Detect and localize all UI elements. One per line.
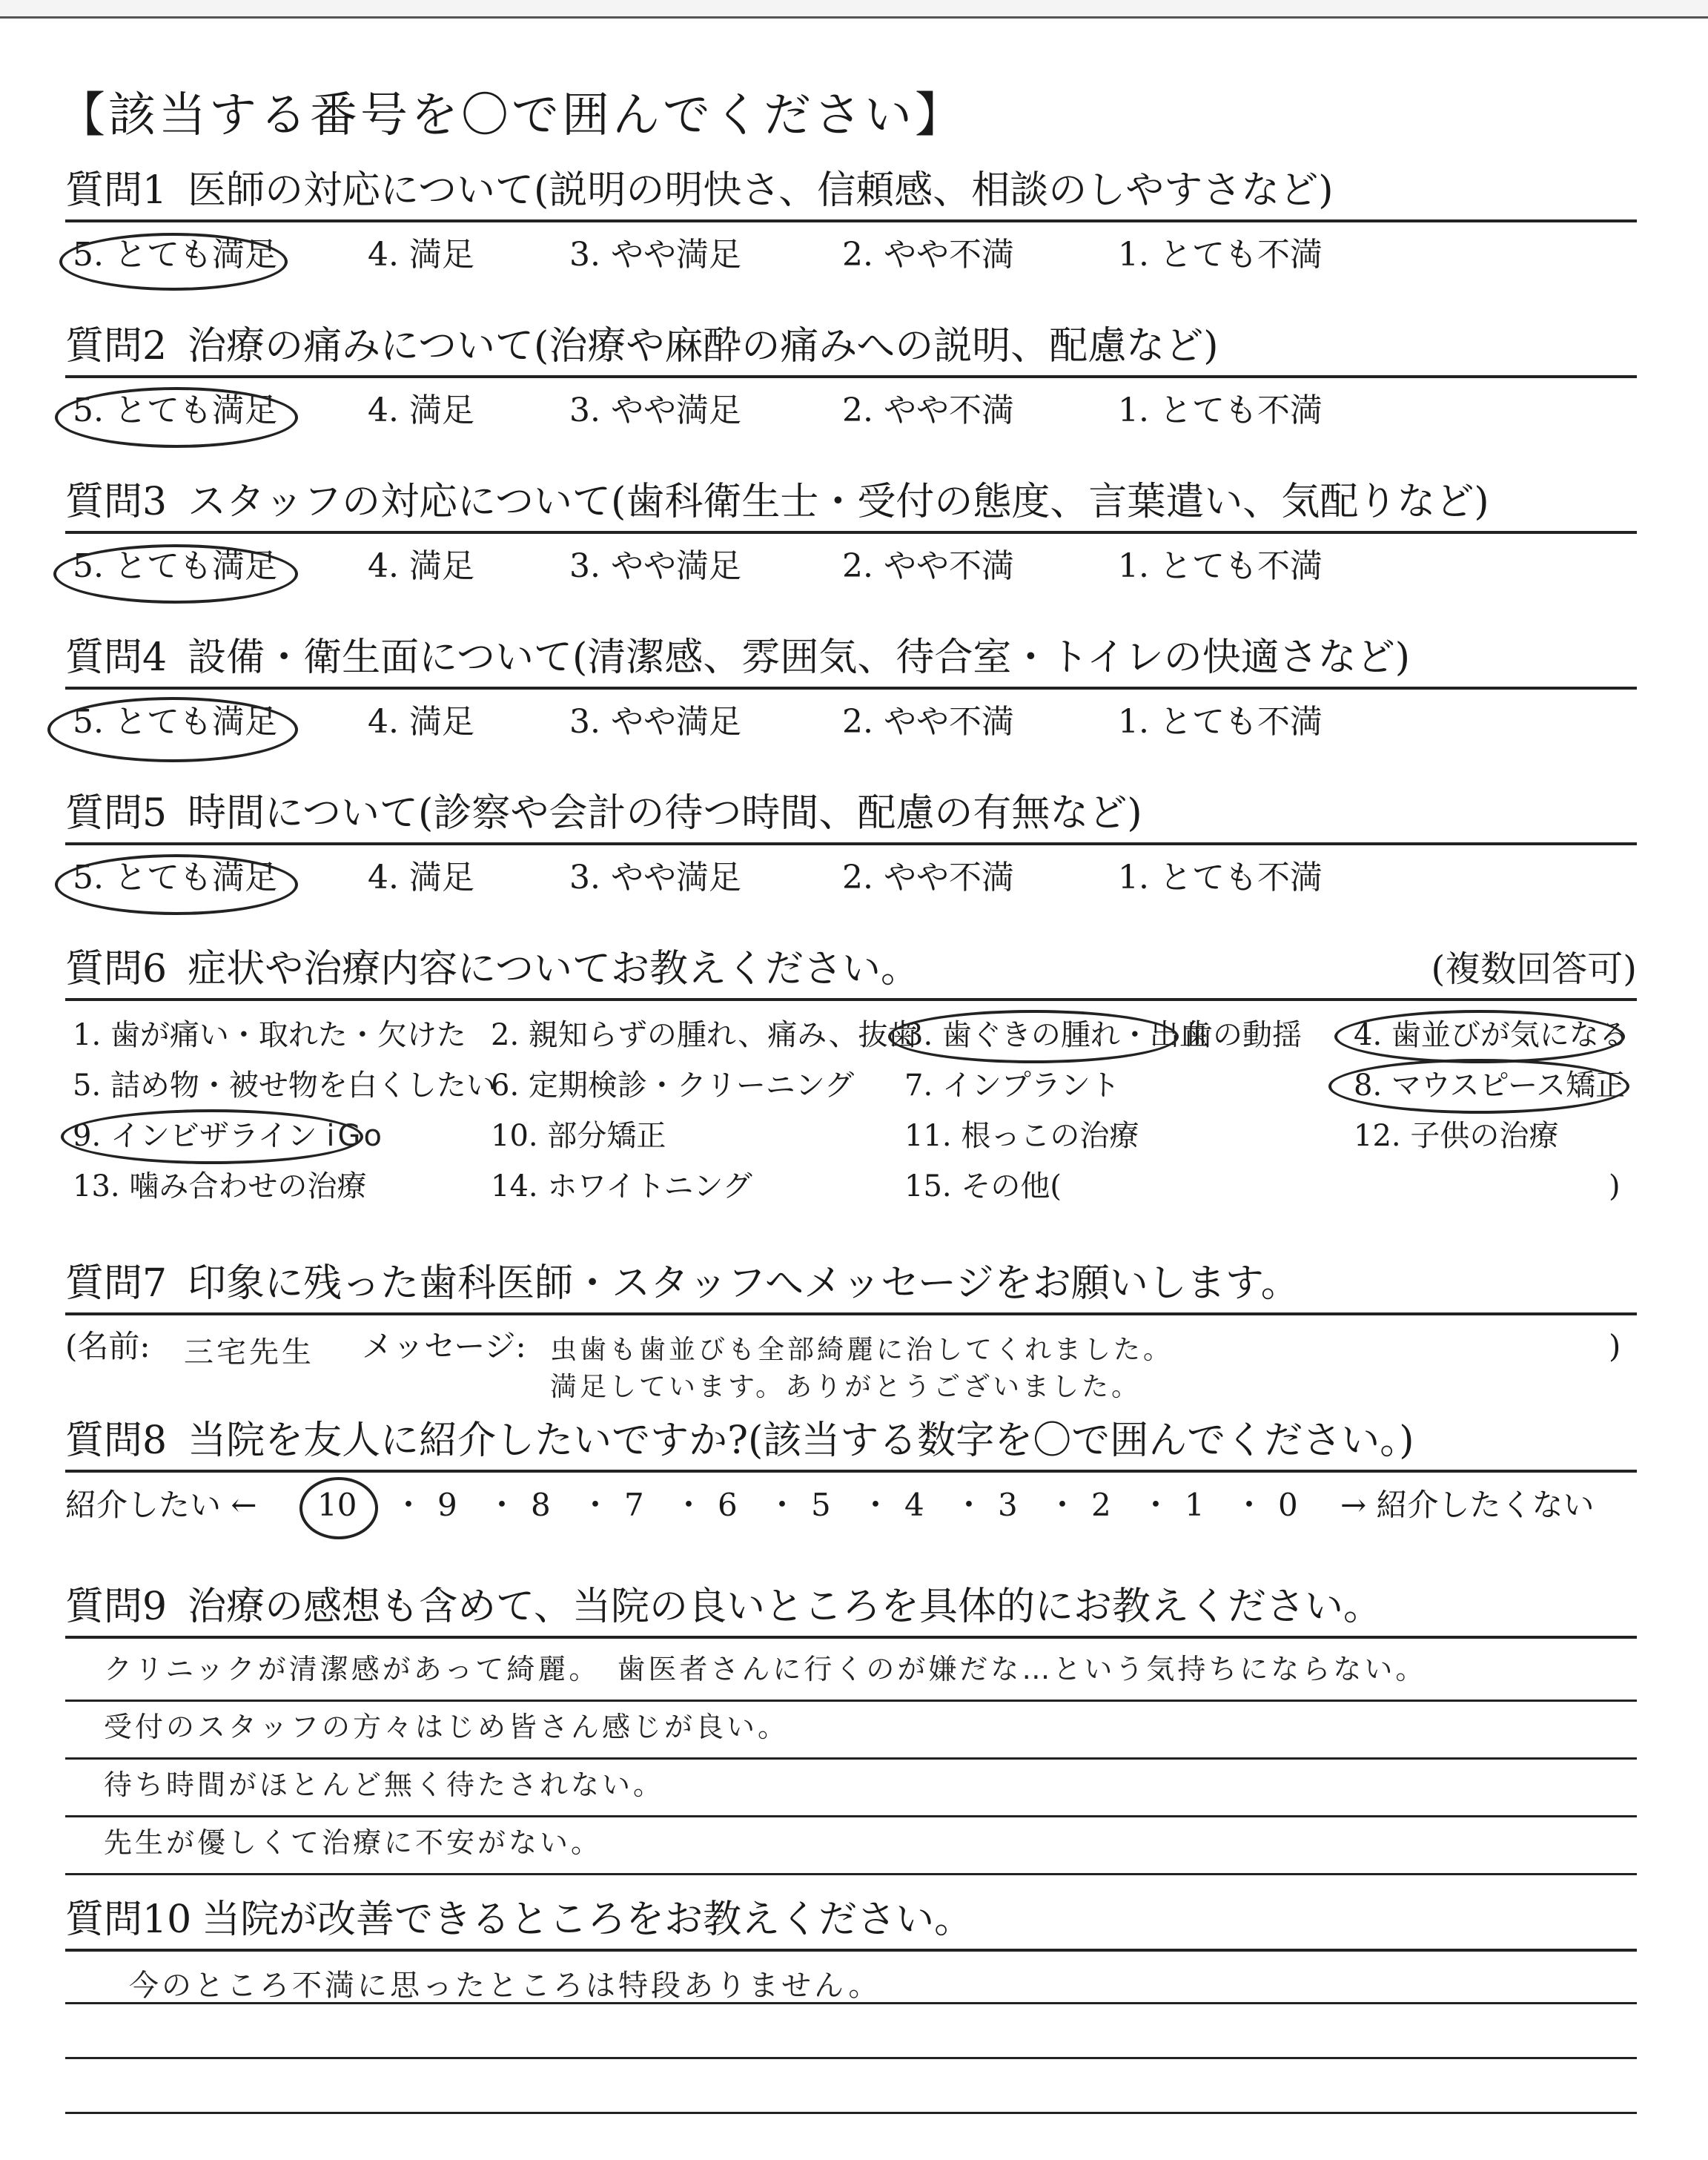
question-4-label: 質問4: [65, 635, 168, 680]
q8-dot: ・: [953, 1487, 985, 1523]
question-7-text: 印象に残った歯科医師・スタッフへメッセージをお願いします。: [188, 1261, 1300, 1306]
question-1-header: [65, 162, 1637, 222]
q7-name-label: (名前:: [65, 1328, 150, 1364]
q10-answer-rule: [65, 2112, 1637, 2114]
question-5-label: 質問5: [65, 791, 168, 836]
question-5-header: [65, 785, 1637, 845]
q5-option-5[interactable]: 5. とても満足: [73, 859, 277, 896]
q2-option-2[interactable]: 2. やや不満: [842, 392, 1014, 429]
question-7-label: 質問7: [65, 1261, 168, 1306]
question-9-text: 治療の感想も含めて、当院の良いところを具体的にお教えください。: [188, 1585, 1383, 1629]
question-9-label: 質問9: [65, 1585, 168, 1629]
question-2-header: [65, 317, 1637, 378]
question-4-header: [65, 629, 1637, 690]
q9-answer-line-1[interactable]: クリニックが清潔感があって綺麗。 歯医者さんに行くのが嫌だな…という気持ちにならない。: [104, 1653, 1427, 1685]
question-4: [65, 629, 1637, 762]
q5-option-4[interactable]: 4. 満足: [368, 859, 474, 896]
q3-option-4[interactable]: 4. 満足: [368, 547, 474, 585]
question-9: [65, 1578, 1637, 1859]
q8-scale-9[interactable]: 9: [437, 1487, 457, 1523]
q1-option-3[interactable]: 3. やや満足: [569, 236, 741, 274]
q8-scale-2[interactable]: 2: [1091, 1487, 1111, 1523]
question-5-text: 時間について(診察や会計の待つ時間、配慮の有無など): [188, 791, 1142, 836]
q6-item-15[interactable]: 15. その他(: [904, 1169, 1062, 1203]
question-10-label: 質問10: [65, 1898, 192, 1942]
q4-option-1[interactable]: 1. とても不満: [1118, 703, 1323, 741]
q6-item-8-circle: [1328, 1059, 1629, 1114]
q8-scale-8[interactable]: 8: [531, 1487, 551, 1523]
q8-dot: ・: [393, 1487, 425, 1523]
question-8-text: 当院を友人に紹介したいですか?(該当する数字を〇で囲んでください。): [188, 1418, 1414, 1463]
question-3-header: [65, 473, 1637, 534]
q8-right-label: → 紹介したくない: [1340, 1487, 1595, 1523]
question-3: [65, 473, 1637, 607]
q6-item-6[interactable]: 6. 定期検診・クリーニング: [491, 1069, 855, 1103]
q3-option-1[interactable]: 1. とても不満: [1118, 547, 1323, 585]
q8-scale-4[interactable]: 4: [904, 1487, 924, 1523]
question-1: [65, 162, 1637, 295]
q8-dot: ・: [673, 1487, 705, 1523]
q8-dot: ・: [1140, 1487, 1172, 1523]
q1-option-2[interactable]: 2. やや不満: [842, 236, 1014, 274]
q9-answer-rule: [65, 1757, 1637, 1760]
q8-dot: ・: [1047, 1487, 1079, 1523]
q5-option-2[interactable]: 2. やや不満: [842, 859, 1014, 896]
q6-item-13[interactable]: 13. 噛み合わせの治療: [73, 1169, 367, 1203]
question-1-text: 医師の対応について(説明の明快さ、信頼感、相談のしやすさなど): [188, 168, 1334, 213]
q9-answer-line-2[interactable]: 受付のスタッフの方々はじめ皆さん感じが良い。: [104, 1711, 790, 1743]
q7-message-line-1[interactable]: 虫歯も歯並びも全部綺麗に治してくれました。: [550, 1335, 1174, 1365]
question-5: [65, 785, 1637, 918]
q8-scale-0[interactable]: 0: [1278, 1487, 1298, 1523]
q4-option-3[interactable]: 3. やや満足: [569, 703, 741, 741]
q2-option-3[interactable]: 3. やや満足: [569, 392, 741, 429]
q3-option-5[interactable]: 5. とても満足: [73, 547, 277, 585]
q3-option-3[interactable]: 3. やや満足: [569, 547, 741, 585]
q2-option-1[interactable]: 1. とても不満: [1118, 392, 1323, 429]
question-1-label: 質問1: [65, 168, 168, 213]
question-10-header: [65, 1891, 1637, 1952]
q3-option-2[interactable]: 2. やや不満: [842, 547, 1014, 585]
q8-dot: ・: [486, 1487, 518, 1523]
q9-answer-line-3[interactable]: 待ち時間がほとんど無く待たされない。: [104, 1768, 665, 1801]
sheet-title: 【該当する番号を〇で囲んでください】: [58, 88, 965, 143]
question-6-label: 質問6: [65, 947, 168, 991]
question-7-header: [65, 1255, 1637, 1315]
q2-selection-circle: [55, 387, 298, 448]
q6-item-1[interactable]: 1. 歯が痛い・取れた・欠けた: [73, 1018, 466, 1052]
q6-item-3b[interactable]: 歯の動揺: [1183, 1018, 1302, 1052]
question-2-text: 治療の痛みについて(治療や麻酔の痛みへの説明、配慮など): [188, 324, 1219, 369]
q8-scale-10[interactable]: 10: [317, 1487, 357, 1523]
q9-answer-rule: [65, 1815, 1637, 1817]
q5-option-1[interactable]: 1. とても不満: [1118, 859, 1323, 896]
q10-answer-line-1[interactable]: 今のところ不満に思ったところは特段ありません。: [129, 1969, 881, 2003]
question-6-header: [65, 940, 1637, 1001]
q2-option-4[interactable]: 4. 満足: [368, 392, 474, 429]
q6-item-8[interactable]: 8. マウスピース矯正: [1354, 1069, 1626, 1103]
q9-answer-line-4[interactable]: 先生が優しくて治療に不安がない。: [104, 1826, 603, 1859]
q6-item-9-circle: [61, 1109, 363, 1164]
q6-item-2[interactable]: 2. 親知らずの腫れ、痛み、抜歯: [491, 1018, 918, 1052]
question-9-header: [65, 1578, 1637, 1639]
q8-scale-3[interactable]: 3: [998, 1487, 1018, 1523]
q4-option-2[interactable]: 2. やや不満: [842, 703, 1014, 741]
question-7: [65, 1255, 1637, 1403]
question-6-text: 症状や治療内容についてお教えください。: [188, 947, 920, 991]
q8-scale-6[interactable]: 6: [718, 1487, 738, 1523]
q2-option-5[interactable]: 5. とても満足: [73, 392, 277, 429]
q8-left-label: 紹介したい ←: [65, 1487, 257, 1523]
question-4-text: 設備・衛生面について(清潔感、雰囲気、待合室・トイレの快適さなど): [188, 635, 1411, 680]
q7-name-value[interactable]: 三宅先生: [184, 1335, 314, 1370]
q4-selection-circle: [47, 697, 298, 762]
question-2-label: 質問2: [65, 324, 168, 369]
q1-option-1[interactable]: 1. とても不満: [1118, 236, 1323, 274]
q5-selection-circle: [55, 854, 298, 915]
question-2: [65, 317, 1637, 451]
q6-item-14[interactable]: 14. ホワイトニング: [491, 1169, 752, 1203]
q4-option-4[interactable]: 4. 満足: [368, 703, 474, 741]
q6-item-15-close: ): [1609, 1169, 1621, 1203]
q10-answer-rule: [65, 2002, 1637, 2004]
q6-handwritten-igo: iGo: [326, 1119, 385, 1153]
q6-item-3[interactable]: 3. 歯ぐきの腫れ・出血: [904, 1018, 1209, 1052]
question-8: [65, 1412, 1637, 1545]
question-6-note: (複数回答可): [1431, 948, 1637, 990]
q8-dot: ・: [767, 1487, 798, 1523]
q7-message-line-2[interactable]: 満足しています。ありがとうございました。: [550, 1372, 1142, 1402]
question-8-header: [65, 1412, 1637, 1473]
question-8-label: 質問8: [65, 1418, 168, 1463]
q6-item-4[interactable]: 4. 歯並びが気になる: [1354, 1018, 1629, 1052]
q6-item-4-circle: [1334, 1010, 1625, 1063]
q6-item-11[interactable]: 11. 根っこの治療: [904, 1119, 1139, 1153]
q6-item-10[interactable]: 10. 部分矯正: [491, 1119, 666, 1153]
q1-option-4[interactable]: 4. 満足: [368, 236, 474, 274]
q1-selection-circle: [59, 233, 288, 291]
q8-scale-5[interactable]: 5: [811, 1487, 831, 1523]
q4-option-5[interactable]: 5. とても満足: [73, 703, 277, 741]
question-3-text: スタッフの対応について(歯科衛生士・受付の態度、言葉遣い、気配りなど): [188, 480, 1489, 524]
q8-dot: ・: [860, 1487, 892, 1523]
q8-dot: ・: [580, 1487, 612, 1523]
q8-scale-7[interactable]: 7: [624, 1487, 644, 1523]
q8-selection-circle: [299, 1477, 378, 1539]
question-10-text: 当院が改善できるところをお教えください。: [202, 1898, 973, 1942]
q6-item-3-circle: [888, 1010, 1179, 1063]
question-10: [65, 1891, 1637, 2003]
q6-item-9-label: 9. インビザライン: [73, 1119, 317, 1153]
q10-answer-rule: [65, 2057, 1637, 2059]
scan-top-edge: [0, 0, 1708, 19]
q8-scale-1[interactable]: 1: [1185, 1487, 1205, 1523]
question-6: [65, 940, 1637, 1229]
q9-answer-rule: [65, 1700, 1637, 1702]
q8-dot: ・: [1234, 1487, 1265, 1523]
q5-option-3[interactable]: 3. やや満足: [569, 859, 741, 896]
q1-option-5[interactable]: 5. とても満足: [73, 236, 277, 274]
q7-close-paren: ): [1609, 1328, 1621, 1364]
q9-answer-rule: [65, 1873, 1637, 1875]
question-3-label: 質問3: [65, 480, 168, 524]
q6-item-12[interactable]: 12. 子供の治療: [1354, 1119, 1559, 1153]
q6-item-7[interactable]: 7. インプラント: [904, 1069, 1120, 1103]
q3-selection-circle: [53, 544, 298, 604]
q6-item-5[interactable]: 5. 詰め物・被せ物を白くしたい: [73, 1069, 496, 1103]
q7-message-label: メッセージ:: [362, 1328, 526, 1364]
